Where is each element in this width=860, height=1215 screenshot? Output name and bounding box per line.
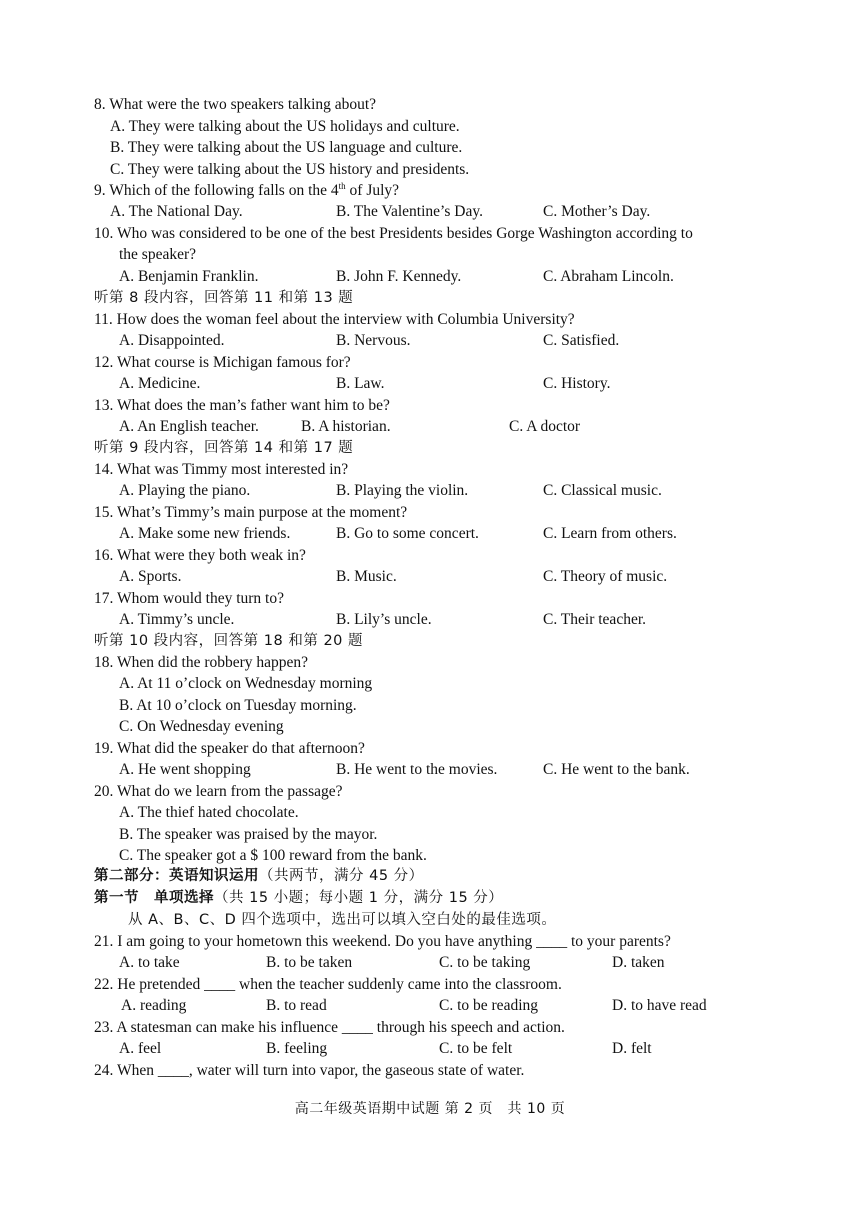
question-16-option-b: B. Music. [336, 568, 397, 585]
question-10-option-c: C. Abraham Lincoln. [543, 268, 674, 285]
question-21-option-b: B. to be taken [266, 954, 353, 971]
question-18-option-c: C. On Wednesday evening [119, 718, 284, 735]
question-21-stem: 21. I am going to your hometown this weekend. Do you have anything ____ to your parents? [94, 933, 671, 950]
question-14-option-c: C. Classical music. [543, 482, 662, 499]
question-9-option-c: C. Mother’s Day. [543, 203, 651, 220]
part-2-title: 第二部分：英语知识运用 [94, 868, 259, 884]
section-8-heading: 听第 8 段内容，回答第 11 和第 13 题 [94, 290, 354, 306]
question-9-superscript: th [338, 180, 346, 191]
question-11-option-b: B. Nervous. [336, 332, 411, 349]
question-13-option-a: A. An English teacher. [119, 418, 259, 435]
question-15-option-c: C. Learn from others. [543, 525, 677, 542]
question-9-option-a: A. The National Day. [110, 203, 243, 220]
instruction-text: 从 A、B、C、D 四个选项中，选出可以填入空白处的最佳选项。 [128, 912, 557, 928]
question-22-option-c: C. to be reading [439, 997, 539, 1014]
question-17-option-b: B. Lily’s uncle. [336, 611, 432, 628]
question-12-option-a: A. Medicine. [119, 375, 201, 392]
question-8-stem: 8. What were the two speakers talking about? [94, 96, 377, 113]
question-19-option-b: B. He went to the movies. [336, 761, 498, 778]
question-22-option-d: D. to have read [612, 997, 707, 1014]
section-9-heading: 听第 9 段内容，回答第 14 和第 17 题 [94, 440, 354, 456]
section-10-heading: 听第 10 段内容，回答第 18 和第 20 题 [94, 633, 364, 649]
question-19-option-c: C. He went to the bank. [543, 761, 690, 778]
question-14-option-a: A. Playing the piano. [119, 482, 251, 499]
question-12-option-c: C. History. [543, 375, 611, 392]
question-10-stem-cont: the speaker? [119, 246, 197, 263]
question-13-option-c: C. A doctor [509, 418, 581, 435]
question-9-stem-text: 9. Which of the following falls on the 4 [94, 182, 339, 199]
question-22-option-a: A. reading [121, 997, 187, 1014]
question-21-option-d: D. taken [612, 954, 665, 971]
question-18-option-a: A. At 11 o’clock on Wednesday morning [119, 675, 373, 692]
question-21-option-a: A. to take [119, 954, 180, 971]
question-20-option-b: B. The speaker was praised by the mayor. [119, 826, 378, 843]
question-15-option-a: A. Make some new friends. [119, 525, 291, 542]
question-17-option-a: A. Timmy’s uncle. [119, 611, 235, 628]
question-20-option-a: A. The thief hated chocolate. [119, 804, 299, 821]
section-1-heading [94, 888, 503, 908]
question-20-option-c: C. The speaker got a $ 100 reward from the bank. [119, 847, 427, 864]
question-10-stem: 10. Who was considered to be one of the best Presidents besides Gorge Washington according to [94, 225, 693, 242]
question-13-stem: 13. What does the man’s father want him to be? [94, 397, 390, 414]
question-22-stem: 22. He pretended ____ when the teacher suddenly came into the classroom. [94, 976, 562, 993]
question-17-option-c: C. Their teacher. [543, 611, 647, 628]
question-10-option-b: B. John F. Kennedy. [336, 268, 462, 285]
question-12-stem: 12. What course is Michigan famous for? [94, 354, 351, 371]
question-13-option-b: B. A historian. [301, 418, 391, 435]
question-16-option-c: C. Theory of music. [543, 568, 668, 585]
question-23-option-c: C. to be felt [439, 1040, 513, 1057]
question-11-stem: 11. How does the woman feel about the interview with Columbia University? [94, 311, 575, 328]
question-20-stem: 20. What do we learn from the passage? [94, 783, 343, 800]
question-17-stem: 17. Whom would they turn to? [94, 590, 284, 607]
question-23-option-a: A. feel [119, 1040, 162, 1057]
question-8-option-b: B. They were talking about the US language and culture. [110, 139, 463, 156]
question-22-option-b: B. to read [266, 997, 327, 1014]
part-2-note: （共两节，满分 45 分） [259, 868, 424, 884]
question-19-option-a: A. He went shopping [119, 761, 251, 778]
question-12-option-b: B. Law. [336, 375, 385, 392]
question-23-option-d: D. felt [612, 1040, 652, 1057]
question-24-stem: 24. When ____, water will turn into vapor, the gaseous state of water. [94, 1062, 525, 1079]
question-15-stem: 15. What’s Timmy’s main purpose at the moment? [94, 504, 408, 521]
question-19-stem: 19. What did the speaker do that afternoon? [94, 740, 365, 757]
question-15-option-b: B. Go to some concert. [336, 525, 479, 542]
question-11-option-a: A. Disappointed. [119, 332, 225, 349]
question-10-option-a: A. Benjamin Franklin. [119, 268, 259, 285]
question-16-option-a: A. Sports. [119, 568, 182, 585]
question-14-stem: 14. What was Timmy most interested in? [94, 461, 349, 478]
question-11-option-c: C. Satisfied. [543, 332, 620, 349]
question-23-option-b: B. feeling [266, 1040, 328, 1057]
question-21-option-c: C. to be taking [439, 954, 531, 971]
question-18-stem: 18. When did the robbery happen? [94, 654, 309, 671]
question-9-stem-end: of July? [345, 182, 400, 199]
question-8-option-a: A. They were talking about the US holidays and culture. [110, 118, 460, 135]
section-1-title: 第一节 单项选择 [94, 890, 214, 906]
section-1-note: （共 15 小题；每小题 1 分，满分 15 分） [214, 890, 504, 906]
page-footer: 高二年级英语期中试题 第 2 页 共 10 页 [294, 1101, 566, 1117]
question-16-stem: 16. What were they both weak in? [94, 547, 306, 564]
question-14-option-b: B. Playing the violin. [336, 482, 469, 499]
part-2-heading [94, 866, 424, 886]
question-9-stem [94, 181, 399, 201]
question-9-option-b: B. The Valentine’s Day. [336, 203, 483, 220]
question-18-option-b: B. At 10 o’clock on Tuesday morning. [119, 697, 357, 714]
question-8-option-c: C. They were talking about the US history and presidents. [110, 161, 470, 178]
question-23-stem: 23. A statesman can make his influence ____ through his speech and action. [94, 1019, 565, 1036]
